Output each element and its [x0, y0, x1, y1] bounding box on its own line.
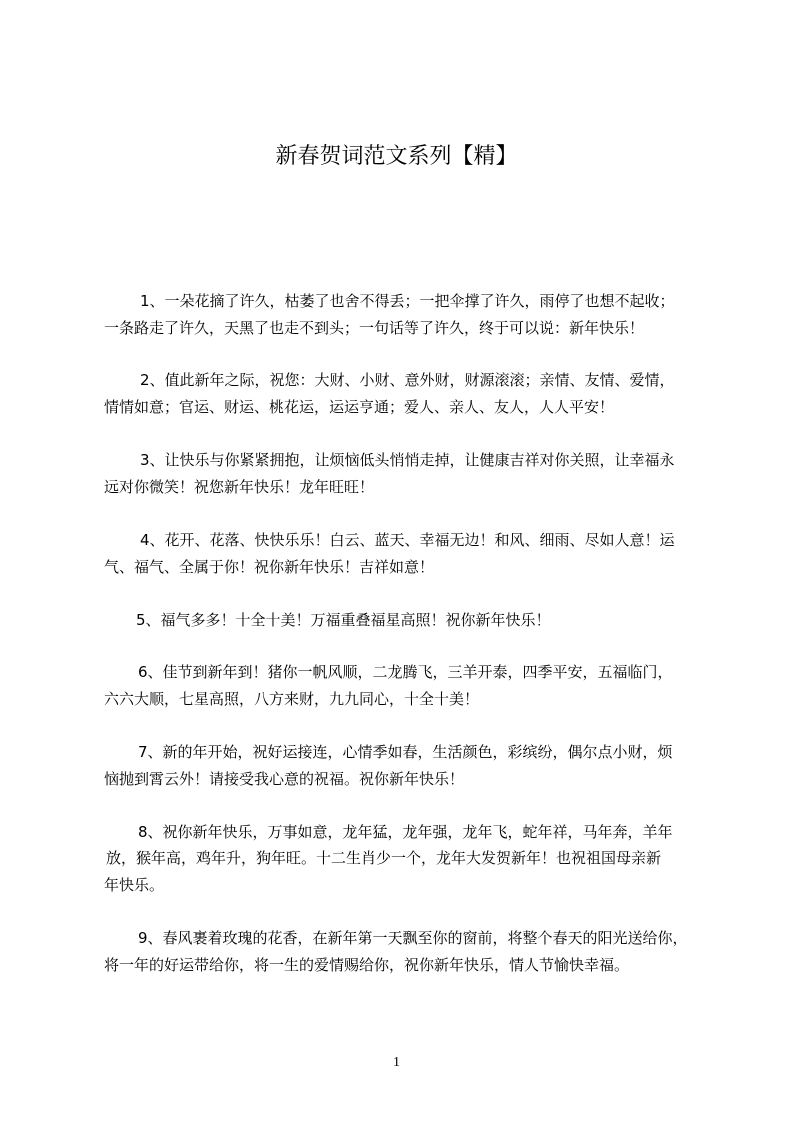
text-line: 远对你微笑！祝您新年快乐！龙年旺旺！ — [104, 478, 375, 496]
text-line: 气、福气、全属于你！祝你新年快乐！吉祥如意！ — [104, 558, 435, 576]
text-line: 六六大顺，七星高照，八方来财，九九同心，十全十美！ — [104, 690, 480, 708]
text-line: 7、新的年开始，祝好运接连，心情季如春，生活颜色，彩缤纷，偶尔点小财，烦 — [138, 743, 673, 761]
text-line: 3、让快乐与你紧紧拥抱，让烦恼低头悄悄走掉，让健康吉祥对你关照，让幸福永 — [140, 451, 675, 469]
text-line: 5、福气多多！十全十美！万福重叠福星高照！祝你新年快乐！ — [136, 611, 551, 629]
text-line: 4、花开、花落、快快乐乐！白云、蓝天、幸福无边！和风、细雨、尽如人意！运 — [140, 531, 675, 549]
text-line: 2、值此新年之际，祝您：大财、小财、意外财，财源滚滚；亲情、友情、爱情， — [140, 371, 675, 389]
page-number: 1 — [393, 1055, 400, 1070]
document-title: 新春贺词范文系列【精】 — [275, 144, 518, 169]
text-line: 9、春风裹着玫瑰的花香，在新年第一天飘至你的窗前，将整个春天的阳光送给你， — [138, 929, 688, 947]
text-line: 恼抛到霄云外！请接受我心意的祝福。祝你新年快乐！ — [104, 770, 465, 788]
text-line: 8、祝你新年快乐，万事如意，龙年猛，龙年强，龙年飞，蛇年祥，马年奔，羊年 — [138, 823, 673, 841]
text-line: 1、一朵花摘了许久，枯萎了也舍不得丢；一把伞撑了许久，雨停了也想不起收； — [140, 292, 675, 310]
text-line: 情情如意；官运、财运、桃花运，运运亨通；爱人、亲人、友人，人人平安！ — [104, 398, 615, 416]
text-line: 放，猴年高，鸡年升，狗年旺。十二生肖少一个，龙年大发贺新年！也祝祖国母亲新 — [106, 849, 662, 867]
text-line: 将一年的好运带给你，将一生的爱情赐给你，祝你新年快乐，情人节愉快幸福。 — [104, 956, 630, 974]
text-line: 年快乐。 — [104, 876, 165, 894]
text-line: 6、佳节到新年到！猪你一帆风顺，二龙腾飞，三羊开泰，四季平安，五福临门， — [138, 663, 673, 681]
text-line: 一条路走了许久，天黑了也走不到头；一句话等了许久，终于可以说：新年快乐！ — [104, 319, 645, 337]
